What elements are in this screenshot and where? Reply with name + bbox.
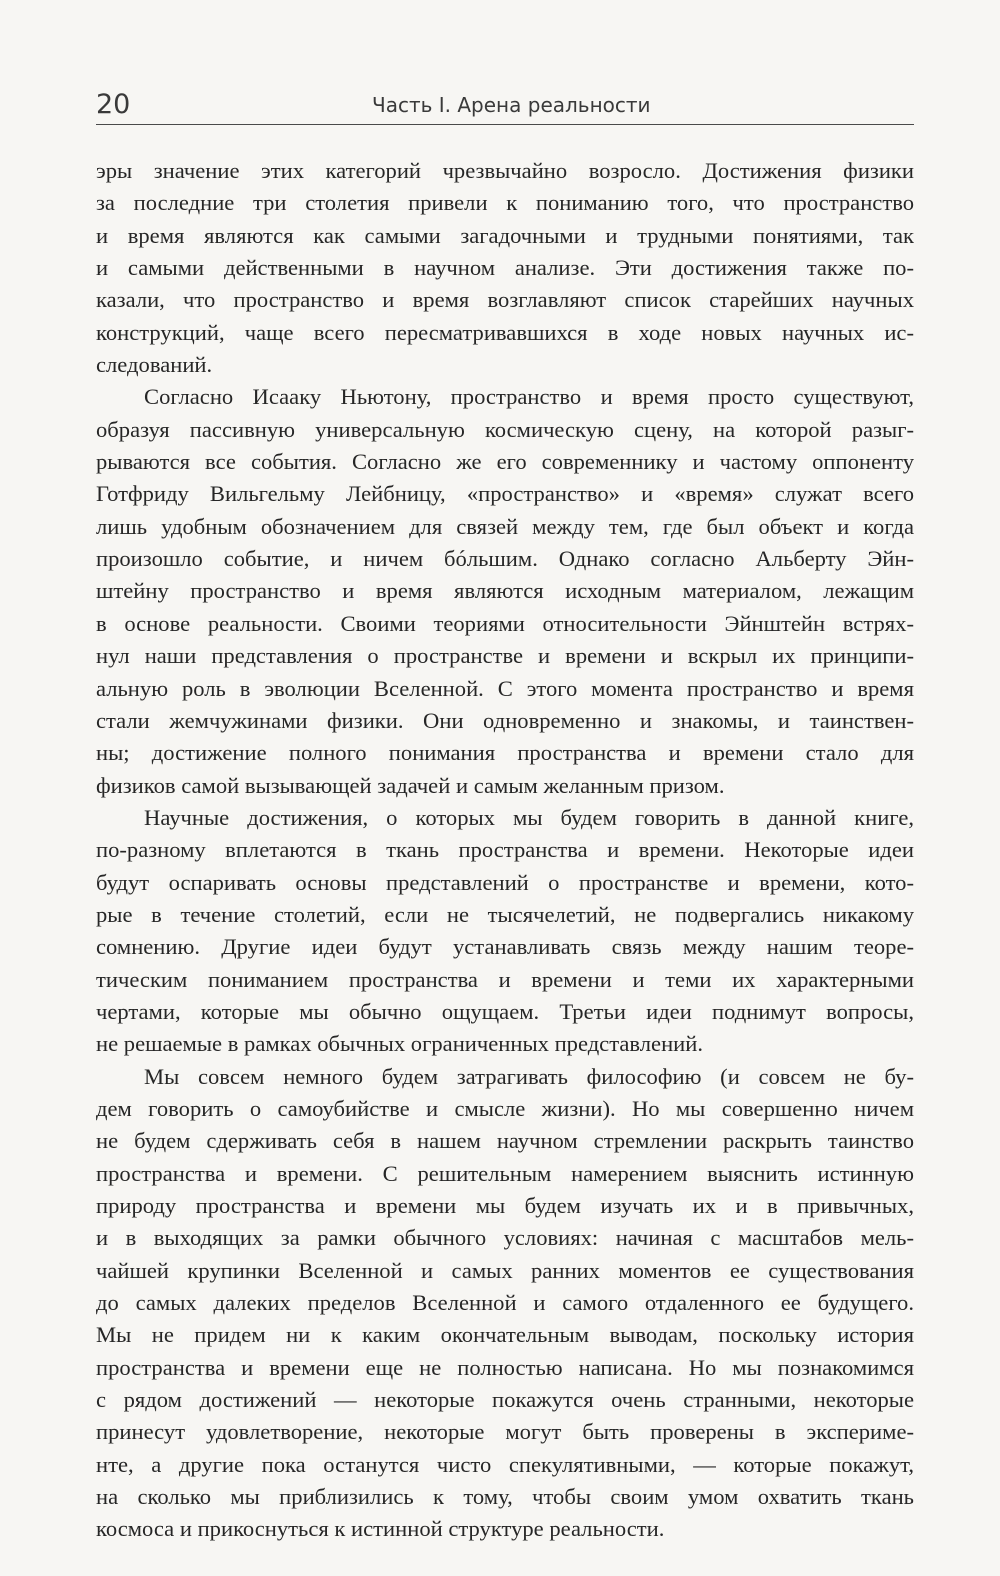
text-line: следований. bbox=[96, 352, 213, 378]
text-line: рые в течение столетий, если не тысячелетий, не подвергались никакому bbox=[96, 901, 914, 927]
text-line: Готфриду Вильгельму Лейбницу, «пространство» и «время» служат всего bbox=[96, 481, 914, 507]
page-number: 20 bbox=[96, 89, 131, 120]
text-line: казали, что пространство и время возглавляют список старейших научных bbox=[96, 287, 914, 313]
body-text bbox=[96, 155, 914, 1546]
paragraph bbox=[96, 802, 914, 1061]
text-line: лишь удобным обозначением для связей между тем, где был объект и когда bbox=[96, 513, 914, 539]
text-line: тическим пониманием пространства и времени и теми их характерными bbox=[96, 966, 914, 992]
text-line: и в выходящих за рамки обычного условиях: начиная с масштабов мель- bbox=[96, 1225, 914, 1251]
text-line: и время являются как самыми загадочными и трудными понятиями, так bbox=[96, 222, 914, 248]
text-line: альную роль в эволюции Вселенной. С этого момента пространство и время bbox=[96, 675, 914, 701]
text-line: Согласно Исааку Ньютону, пространство и время просто существуют, bbox=[144, 384, 914, 410]
text-line: за последние три столетия привели к пониманию того, что пространство bbox=[96, 190, 914, 216]
text-line: в основе реальности. Своими теориями относительности Эйнштейн встрях- bbox=[96, 610, 914, 636]
text-line: природу пространства и времени мы будем изучать их и в привычных, bbox=[96, 1193, 914, 1218]
text-line: рываются все события. Согласно же его современнику и частому оппоненту bbox=[96, 449, 914, 475]
text-line: нул наши представления о пространстве и времени и вскрыл их принципи- bbox=[96, 643, 914, 669]
text-line: нте, а другие пока останутся чисто спекулятивными, — которые покажут, bbox=[96, 1451, 914, 1477]
text-line: физиков самой вызывающей задачей и самым желанным призом. bbox=[96, 772, 725, 798]
text-line: с рядом достижений — некоторые покажутся очень странными, некоторые bbox=[96, 1387, 914, 1413]
text-line: Мы совсем немного будем затрагивать философию (и совсем не бу- bbox=[144, 1063, 914, 1089]
text-line: на сколько мы приблизились к тому, чтобы своим умом охватить ткань bbox=[96, 1484, 914, 1510]
text-line: сомнению. Другие идеи будут устанавливать связь между нашим теоре- bbox=[96, 934, 914, 960]
text-line: пространства и времени. С решительным намерением выяснить истинную bbox=[96, 1160, 914, 1186]
text-line: по-разному вплетаются в ткань пространства и времени. Некоторые идеи bbox=[96, 837, 914, 863]
text-line: образуя пассивную универсальную космическую сцену, на которой разыг- bbox=[96, 416, 914, 442]
text-line: принесут удовлетворение, некоторые могут быть проверены в экспериме- bbox=[96, 1419, 914, 1445]
text-line: Мы не придем ни к каким окончательным выводам, поскольку история bbox=[96, 1322, 914, 1348]
chapter-title: Часть I. Арена реальности bbox=[372, 93, 651, 117]
paragraph bbox=[96, 155, 914, 381]
running-head bbox=[96, 88, 914, 125]
paragraph bbox=[96, 381, 914, 801]
text-line: не будем сдерживать себя в нашем научном стремлении раскрыть таинство bbox=[96, 1128, 914, 1154]
text-line: произошло событие, и ничем бóльшим. Однако согласно Альберту Эйн- bbox=[96, 546, 914, 572]
text-line: космоса и прикоснуться к истинной структуре реальности. bbox=[96, 1516, 665, 1542]
text-line: эры значение этих категорий чрезвычайно возросло. Достижения физики bbox=[96, 158, 914, 183]
paragraph bbox=[96, 1061, 914, 1546]
text-line: пространства и времени еще не полностью написана. Но мы познакомимся bbox=[96, 1354, 914, 1380]
text-line: будут оспаривать основы представлений о пространстве и времени, кото- bbox=[96, 869, 914, 895]
text-line: ны; достижение полного понимания пространства и времени стало для bbox=[96, 740, 914, 766]
text-line: конструкций, чаще всего пересматривавшихся в ходе новых научных ис- bbox=[96, 319, 914, 345]
text-line: дем говорить о самоубийстве и смысле жизни). Но мы совершенно ничем bbox=[96, 1095, 914, 1121]
text-line: чертами, которые мы обычно ощущаем. Третьи идеи поднимут вопросы, bbox=[96, 998, 914, 1024]
text-line: не решаемые в рамках обычных ограниченных представлений. bbox=[96, 1031, 703, 1057]
text-line: стали жемчужинами физики. Они одновременно и знакомы, и таинствен- bbox=[96, 707, 914, 733]
text-line: и самыми действенными в научном анализе. Эти достижения также по- bbox=[96, 255, 914, 281]
text-line: чайшей крупинки Вселенной и самых ранних моментов ее существования bbox=[96, 1257, 914, 1283]
text-line: до самых далеких пределов Вселенной и самого отдаленного ее будущего. bbox=[96, 1290, 914, 1316]
text-line: Научные достижения, о которых мы будем говорить в данной книге, bbox=[144, 804, 914, 830]
text-line: штейну пространство и время являются исходным материалом, лежащим bbox=[96, 578, 914, 604]
